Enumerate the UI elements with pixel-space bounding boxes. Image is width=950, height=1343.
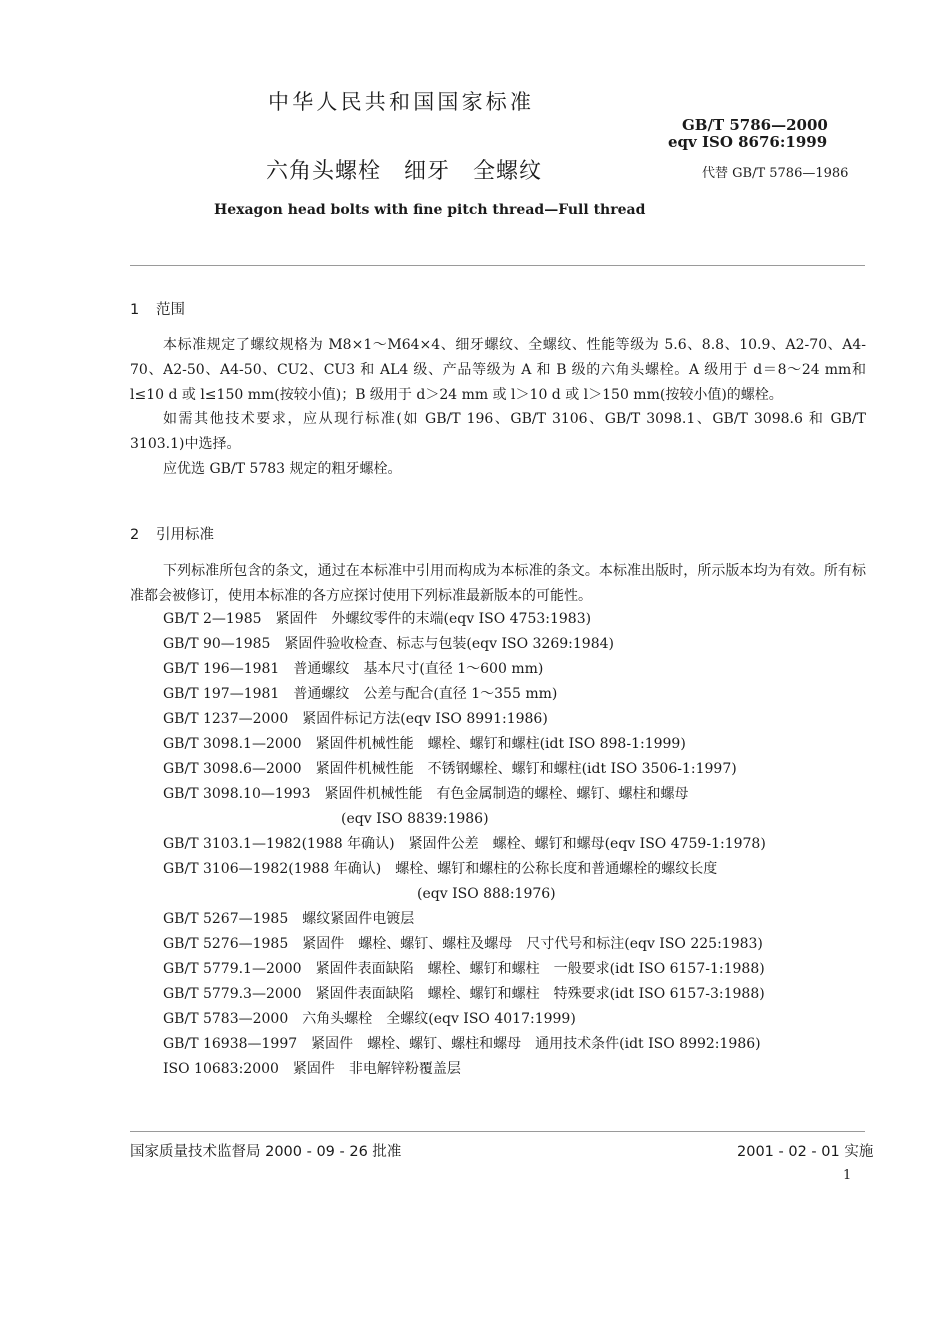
document-title-zh: 六角头螺栓 细牙 全螺纹 bbox=[266, 159, 543, 184]
reference-item: GB/T 2—1985 紧固件 外螺纹零件的末端(eqv ISO 4753:1983) bbox=[163, 611, 592, 627]
section-1-body bbox=[130, 333, 866, 482]
implementation-date: 2001 - 02 - 01 实施 bbox=[737, 1144, 874, 1160]
reference-item: GB/T 3098.10—1993 紧固件机械性能 有色金属制造的螺栓、螺钉、螺柱和螺母 bbox=[163, 786, 689, 802]
reference-list bbox=[163, 607, 766, 1082]
reference-item: GB/T 5779.1—2000 紧固件表面缺陷 螺栓、螺钉和螺柱 一般要求(idt ISO 6157-1:1988) bbox=[163, 961, 765, 977]
equivalent-standard: eqv ISO 8676:1999 bbox=[668, 133, 828, 151]
paragraph: 下列标准所包含的条文，通过在本标准中引用而构成为本标准的条文。本标准出版时，所示版本均为有效。所有标准都会被修订，使用本标准的各方应探讨使用下列标准最新版本的可能性。 bbox=[130, 563, 866, 604]
replaces-standard: 代替 GB/T 5786—1986 bbox=[702, 166, 849, 181]
reference-item: GB/T 196—1981 普通螺纹 基本尺寸(直径 1～600 mm) bbox=[163, 661, 544, 677]
reference-item: GB/T 5783—2000 六角头螺栓 全螺纹(eqv ISO 4017:1999) bbox=[163, 1011, 576, 1027]
reference-item: GB/T 5779.3—2000 紧固件表面缺陷 螺栓、螺钉和螺柱 特殊要求(idt ISO 6157-3:1988) bbox=[163, 986, 765, 1002]
standard-org-title: 中华人民共和国国家标准 bbox=[268, 90, 535, 114]
section-1-heading bbox=[130, 298, 185, 319]
reference-item: (eqv ISO 888:1976) bbox=[417, 886, 556, 902]
page-number: 1 bbox=[843, 1168, 852, 1183]
section-number: 1 bbox=[130, 302, 140, 318]
section-2-heading bbox=[130, 523, 214, 544]
reference-item: GB/T 3106—1982(1988 年确认) 螺栓、螺钉和螺柱的公称长度和普通螺栓的螺纹长度 bbox=[163, 861, 718, 877]
reference-item: GB/T 16938—1997 紧固件 螺栓、螺钉、螺柱和螺母 通用技术条件(idt ISO 8992:1986) bbox=[163, 1036, 761, 1052]
footer-divider bbox=[130, 1131, 865, 1132]
reference-item: GB/T 197—1981 普通螺纹 公差与配合(直径 1～355 mm) bbox=[163, 686, 558, 702]
reference-item: (eqv ISO 8839:1986) bbox=[341, 811, 489, 827]
paragraph: 应优选 GB/T 5783 规定的粗牙螺栓。 bbox=[163, 460, 402, 477]
section-number: 2 bbox=[130, 527, 140, 543]
reference-item: GB/T 90—1985 紧固件验收检查、标志与包装(eqv ISO 3269:1984) bbox=[163, 636, 614, 652]
reference-item: GB/T 3098.1—2000 紧固件机械性能 螺栓、螺钉和螺柱(idt ISO 898-1:1999) bbox=[163, 736, 686, 752]
reference-item: GB/T 3098.6—2000 紧固件机械性能 不锈钢螺栓、螺钉和螺柱(idt ISO 3506-1:1997) bbox=[163, 761, 737, 777]
reference-item: ISO 10683:2000 紧固件 非电解锌粉覆盖层 bbox=[163, 1061, 461, 1077]
reference-item: GB/T 1237—2000 紧固件标记方法(eqv ISO 8991:1986) bbox=[163, 711, 548, 727]
approval-date: 国家质量技术监督局 2000 - 09 - 26 批准 bbox=[130, 1144, 402, 1160]
reference-item: GB/T 3103.1—1982(1988 年确认) 紧固件公差 螺栓、螺钉和螺母(eqv ISO 4759-1:1978) bbox=[163, 836, 766, 852]
reference-item: GB/T 5276—1985 紧固件 螺栓、螺钉、螺柱及螺母 尺寸代号和标注(eqv ISO 225:1983) bbox=[163, 936, 763, 952]
section-title: 范围 bbox=[156, 302, 185, 318]
reference-item: GB/T 5267—1985 螺纹紧固件电镀层 bbox=[163, 911, 415, 927]
header-divider bbox=[130, 265, 865, 266]
section-2-body bbox=[130, 559, 866, 609]
paragraph: 如需其他技术要求，应从现行标准(如 GB/T 196、GB/T 3106、GB/T 3098.1、GB/T 3098.6 和 GB/T 3103.1)中选择。 bbox=[130, 411, 866, 453]
standard-code: GB/T 5786—2000 bbox=[682, 116, 828, 134]
document-title-en: Hexagon head bolts with fine pitch thread—Full thread bbox=[214, 202, 646, 218]
paragraph: 本标准规定了螺纹规格为 M8×1～M64×4、细牙螺纹、全螺纹、性能等级为 5.6、8.8、10.9、A2-70、A4-70、A2-50、A4-50、CU2、CU3 和 AL4 级、产品等级为 A 和 B 级的六角头螺栓。A 级用于 d＝8～24 mm和 l≤10 d 或 l≤150 mm(按较小值)；B 级用于 d＞24 mm 或 l＞10 d 或 l＞150 mm(按较小值)的螺栓。 bbox=[130, 337, 866, 403]
section-title: 引用标准 bbox=[156, 527, 214, 543]
